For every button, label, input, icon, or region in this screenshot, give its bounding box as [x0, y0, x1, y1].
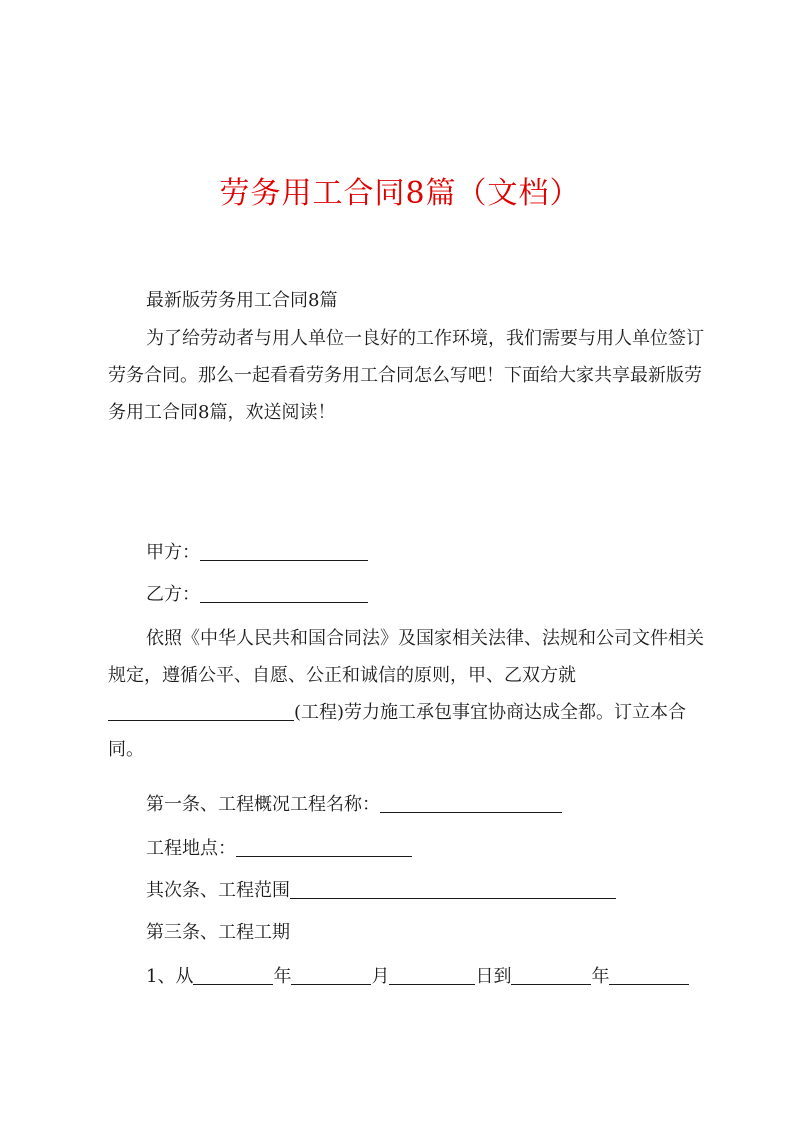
- article-1-label: 第一条、工程概况工程名称：: [146, 794, 380, 815]
- scope-blank: [290, 880, 616, 899]
- document-title: 劳务用工合同8篇（文档）: [219, 176, 581, 211]
- start-month-blank: [291, 966, 371, 985]
- location-line: [108, 830, 704, 867]
- end-month-blank: [609, 966, 689, 985]
- period-prefix: 1、从: [146, 966, 194, 987]
- start-year-blank: [193, 966, 273, 985]
- party-a-blank: [200, 542, 368, 561]
- article-1-line: [108, 786, 704, 823]
- location-label: 工程地点：: [146, 838, 236, 859]
- party-b-label: 乙方：: [146, 584, 200, 605]
- end-year-blank: [511, 966, 591, 985]
- party-b-line: [108, 576, 704, 613]
- start-day-blank: [389, 966, 475, 985]
- subtitle: 最新版劳务用工合同8篇: [146, 290, 338, 311]
- location-blank: [236, 838, 412, 857]
- project-title-blank: [380, 794, 562, 813]
- basis-paragraph: [108, 620, 704, 768]
- article-2-label: 其次条、工程范围: [146, 880, 290, 901]
- basis-text-2: (工程)劳力施工承包事宜协商达成全都。订立本合同。: [108, 702, 687, 760]
- party-a-label: 甲方：: [146, 542, 200, 563]
- party-a-line: [108, 534, 704, 571]
- party-b-blank: [200, 584, 368, 603]
- article-3-line: 第三条、工程工期: [146, 922, 290, 943]
- project-name-blank: [108, 702, 294, 721]
- period-year: 年: [273, 966, 292, 987]
- period-year-2: 年: [591, 966, 610, 987]
- article-2-line: [108, 872, 704, 909]
- period-day-to: 日到: [475, 966, 512, 987]
- period-line: [108, 958, 704, 995]
- basis-text-1: 依照《中华人民共和国合同法》及国家相关法律、法规和公司文件相关规定，遵循公平、自愿、公正和诚信的原则，甲、乙双方就: [108, 628, 704, 686]
- intro-paragraph: 为了给劳动者与用人单位一良好的工作环境，我们需要与用人单位签订劳务合同。那么一起看看劳务用工合同怎么写吧！下面给大家共享最新版劳务用工合同8篇，欢送阅读！: [108, 328, 704, 423]
- period-month: 月: [371, 966, 390, 987]
